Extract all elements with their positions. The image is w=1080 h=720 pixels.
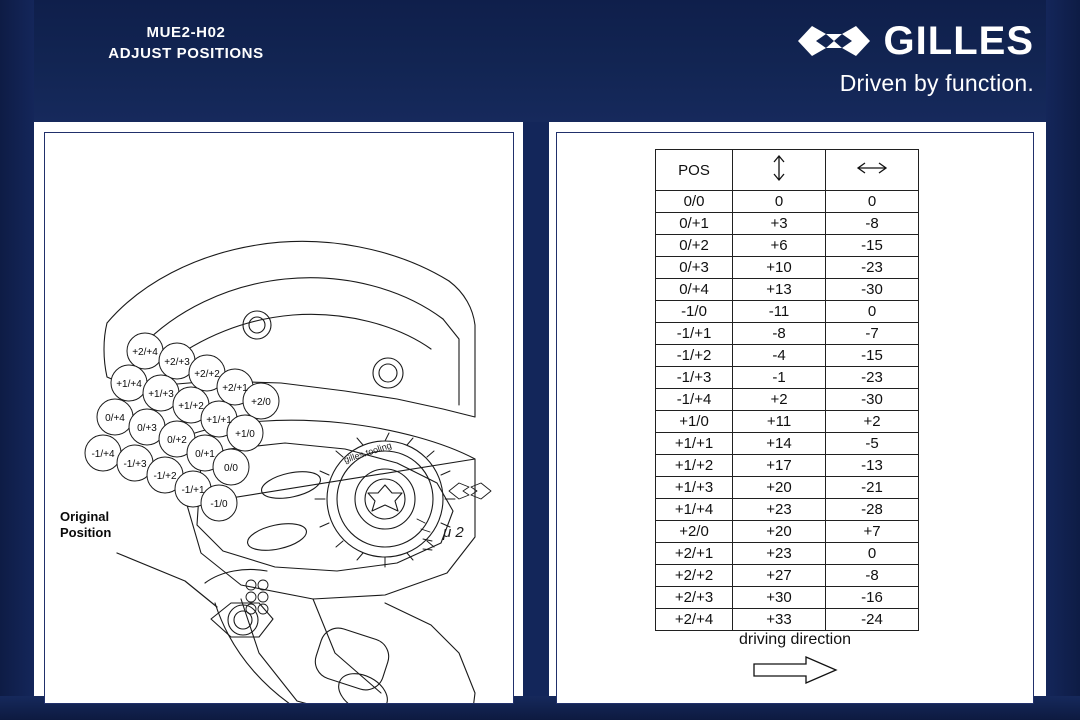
- cell-vertical: +17: [733, 455, 826, 477]
- bubble-label: -1/+1: [181, 485, 205, 496]
- table-row: [656, 543, 919, 565]
- cell-vertical: +27: [733, 565, 826, 587]
- cell-horizontal: -7: [826, 323, 919, 345]
- cell-pos: +2/+1: [656, 543, 733, 565]
- cell-horizontal: -8: [826, 213, 919, 235]
- cell-vertical: +20: [733, 521, 826, 543]
- cell-pos: +2/0: [656, 521, 733, 543]
- table-row: [656, 433, 919, 455]
- cell-pos: -1/+3: [656, 367, 733, 389]
- cell-vertical: +14: [733, 433, 826, 455]
- bubble-label: +2/+4: [132, 347, 158, 358]
- cell-pos: +2/+4: [656, 609, 733, 631]
- position-table: [655, 149, 919, 631]
- cell-horizontal: -23: [826, 257, 919, 279]
- cell-pos: 0/+4: [656, 279, 733, 301]
- table-row: [656, 345, 919, 367]
- table-header-row: [656, 150, 919, 191]
- frame-left-border: [0, 0, 34, 720]
- motorcycle-rearset-drawing: [45, 133, 513, 703]
- bubble-label: -1/0: [210, 499, 228, 510]
- driving-direction-arrow-icon: [557, 655, 1033, 690]
- cell-pos: +1/+1: [656, 433, 733, 455]
- cell-horizontal: 0: [826, 191, 919, 213]
- cell-pos: -1/0: [656, 301, 733, 323]
- drawing-panel: [44, 132, 514, 704]
- table-row: [656, 499, 919, 521]
- table-panel: [556, 132, 1034, 704]
- cell-vertical: +3: [733, 213, 826, 235]
- model-mark: μ 2: [443, 524, 464, 541]
- original-position-line1: Original: [60, 509, 110, 524]
- bubble-label: +2/+1: [222, 383, 248, 394]
- bubble-label: +1/+2: [178, 401, 204, 412]
- table-row: [656, 323, 919, 345]
- table-row: [656, 257, 919, 279]
- cell-vertical: +10: [733, 257, 826, 279]
- bubble-label: +1/+4: [116, 379, 142, 390]
- tooling-mark: gilles.tooling: [342, 440, 393, 465]
- cell-pos: 0/+1: [656, 213, 733, 235]
- cell-vertical: +23: [733, 499, 826, 521]
- original-position-line2: Position: [60, 525, 112, 540]
- cell-vertical: -11: [733, 301, 826, 323]
- cell-horizontal: -28: [826, 499, 919, 521]
- title-subtitle: ADJUST POSITIONS: [108, 45, 264, 62]
- cell-horizontal: +7: [826, 521, 919, 543]
- cell-vertical: +6: [733, 235, 826, 257]
- cell-horizontal: -8: [826, 565, 919, 587]
- position-table-wrapper: [655, 149, 919, 631]
- table-header-pos: POS: [656, 150, 733, 191]
- cell-pos: 0/0: [656, 191, 733, 213]
- table-body: [656, 191, 919, 631]
- bubble-label: 0/+3: [137, 423, 157, 434]
- cell-horizontal: 0: [826, 543, 919, 565]
- table-row: [656, 455, 919, 477]
- table-row: [656, 279, 919, 301]
- bubble-label: -1/+2: [153, 471, 177, 482]
- cell-vertical: +20: [733, 477, 826, 499]
- cell-pos: -1/+2: [656, 345, 733, 367]
- brand-tagline: Driven by function.: [839, 70, 1034, 96]
- table-row: [656, 389, 919, 411]
- cell-horizontal: -15: [826, 235, 919, 257]
- cell-pos: +2/+3: [656, 587, 733, 609]
- cell-horizontal: -23: [826, 367, 919, 389]
- cell-vertical: +2: [733, 389, 826, 411]
- bubble-label: -1/+4: [91, 449, 115, 460]
- table-row: [656, 235, 919, 257]
- bubble-label: +1/+3: [148, 389, 174, 400]
- bubble-label: -1/+3: [123, 459, 147, 470]
- cell-horizontal: -30: [826, 389, 919, 411]
- cell-pos: 0/+2: [656, 235, 733, 257]
- up-down-arrow-icon: [770, 153, 788, 187]
- cell-vertical: +11: [733, 411, 826, 433]
- cell-pos: +1/0: [656, 411, 733, 433]
- table-row: [656, 191, 919, 213]
- position-bubble-group: [85, 333, 279, 521]
- cell-vertical: -1: [733, 367, 826, 389]
- table-row: [656, 477, 919, 499]
- bubble-label: 0/+4: [105, 413, 125, 424]
- table-header-horizontal: [826, 150, 919, 191]
- bubble-label: 0/+1: [195, 449, 215, 460]
- gilles-g-mark-icon: [796, 20, 872, 62]
- brand-name: GILLES: [883, 19, 1034, 63]
- cell-horizontal: -24: [826, 609, 919, 631]
- bubble-label: 0/0: [224, 463, 238, 474]
- table-row: [656, 213, 919, 235]
- page-title: [66, 22, 306, 64]
- table-row: [656, 521, 919, 543]
- cell-vertical: +33: [733, 609, 826, 631]
- table-row: [656, 301, 919, 323]
- bubble-label: +2/+2: [194, 369, 220, 380]
- table-header-vertical: [733, 150, 826, 191]
- cell-vertical: +23: [733, 543, 826, 565]
- driving-direction-label: driving direction: [738, 631, 852, 648]
- cell-vertical: -4: [733, 345, 826, 367]
- frame-center-divider: [523, 122, 549, 696]
- table-row: [656, 411, 919, 433]
- cell-horizontal: -21: [826, 477, 919, 499]
- brand-logo: [796, 20, 1034, 97]
- cell-vertical: +13: [733, 279, 826, 301]
- cell-pos: +1/+3: [656, 477, 733, 499]
- bubble-label: 0/+2: [167, 435, 187, 446]
- cell-vertical: -8: [733, 323, 826, 345]
- table-row: [656, 609, 919, 631]
- cell-horizontal: -13: [826, 455, 919, 477]
- bubble-label: +1/+1: [206, 415, 232, 426]
- cell-pos: 0/+3: [656, 257, 733, 279]
- cell-horizontal: -5: [826, 433, 919, 455]
- cell-vertical: +30: [733, 587, 826, 609]
- bubble-label: +1/0: [235, 429, 255, 440]
- cell-pos: +2/+2: [656, 565, 733, 587]
- left-right-arrow-icon: [855, 159, 889, 181]
- cell-horizontal: +2: [826, 411, 919, 433]
- bubble-label: +2/0: [251, 397, 271, 408]
- table-row: [656, 565, 919, 587]
- frame-right-border: [1046, 0, 1080, 720]
- cell-vertical: 0: [733, 191, 826, 213]
- cell-horizontal: 0: [826, 301, 919, 323]
- cell-pos: +1/+4: [656, 499, 733, 521]
- cell-horizontal: -30: [826, 279, 919, 301]
- original-position-callout: [60, 509, 111, 541]
- bubble-label: +2/+3: [164, 357, 190, 368]
- cell-horizontal: -16: [826, 587, 919, 609]
- cell-pos: +1/+2: [656, 455, 733, 477]
- cell-pos: -1/+4: [656, 389, 733, 411]
- table-row: [656, 367, 919, 389]
- cell-horizontal: -15: [826, 345, 919, 367]
- table-row: [656, 587, 919, 609]
- cell-pos: -1/+1: [656, 323, 733, 345]
- title-model-code: MUE2-H02: [146, 24, 226, 41]
